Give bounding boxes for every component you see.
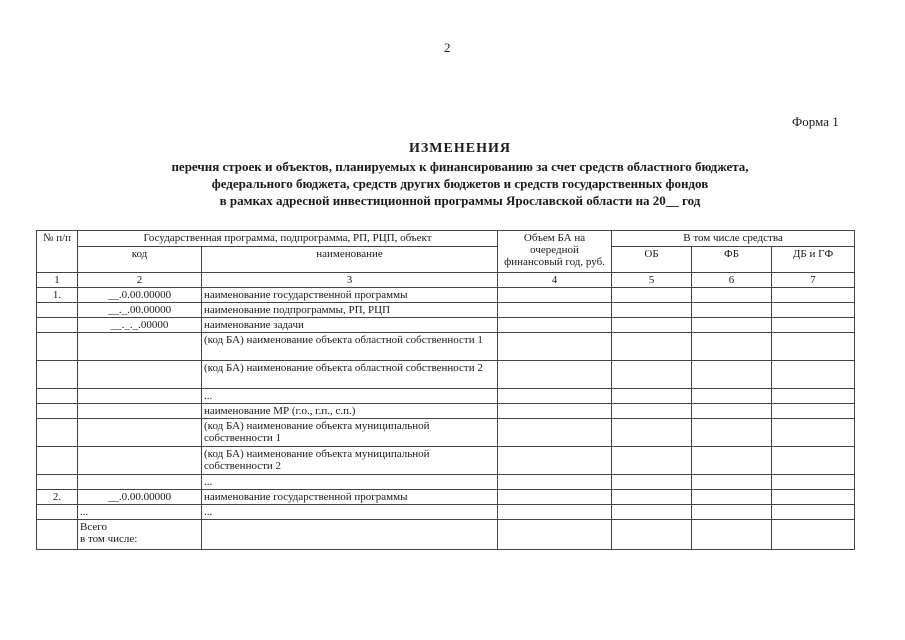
row-code: __.0.00.00000 bbox=[78, 490, 202, 505]
total-num bbox=[37, 520, 78, 550]
row-name: (код БА) наименование объекта муниципальной собственности 1 bbox=[202, 419, 498, 447]
row-ob bbox=[612, 303, 692, 318]
row-num bbox=[37, 361, 78, 389]
row-num bbox=[37, 389, 78, 404]
table-row bbox=[37, 419, 855, 447]
row-num bbox=[37, 475, 78, 490]
row-name: ... bbox=[202, 389, 498, 404]
total-row bbox=[37, 520, 855, 550]
row-name: ... bbox=[202, 505, 498, 520]
row-name: (код БА) наименование объекта областной собственности 2 bbox=[202, 361, 498, 389]
header-volume: Объем БА на очередной финансовый год, руб. bbox=[498, 231, 612, 273]
header-code: код bbox=[78, 247, 202, 273]
table-row bbox=[37, 333, 855, 361]
title-main: ИЗМЕНЕНИЯ bbox=[409, 141, 511, 156]
row-db bbox=[772, 419, 855, 447]
header-db: ДБ и ГФ bbox=[772, 247, 855, 273]
row-volume bbox=[498, 303, 612, 318]
row-volume bbox=[498, 288, 612, 303]
row-num bbox=[37, 318, 78, 333]
table-row bbox=[37, 389, 855, 404]
column-index: 5 bbox=[612, 273, 692, 288]
row-db bbox=[772, 318, 855, 333]
row-ob bbox=[612, 333, 692, 361]
page-number: 2 bbox=[444, 40, 451, 55]
row-num: 2. bbox=[37, 490, 78, 505]
table-row bbox=[37, 475, 855, 490]
table-row bbox=[37, 447, 855, 475]
title-line-2: федерального бюджета, средств других бюджетов и средств государственных фондов bbox=[211, 176, 709, 191]
row-ob bbox=[612, 447, 692, 475]
row-volume bbox=[498, 318, 612, 333]
table-row bbox=[37, 505, 855, 520]
row-db bbox=[772, 404, 855, 419]
row-db bbox=[772, 333, 855, 361]
header-num: № п/п bbox=[37, 231, 78, 273]
table-row bbox=[37, 361, 855, 389]
column-index: 3 bbox=[202, 273, 498, 288]
row-code bbox=[78, 475, 202, 490]
table-row bbox=[37, 303, 855, 318]
row-db bbox=[772, 303, 855, 318]
row-ob bbox=[612, 361, 692, 389]
form-label: Форма 1 bbox=[792, 114, 839, 129]
column-index: 4 bbox=[498, 273, 612, 288]
row-fb bbox=[692, 389, 772, 404]
total-name bbox=[202, 520, 498, 550]
row-code bbox=[78, 361, 202, 389]
row-ob bbox=[612, 389, 692, 404]
row-num bbox=[37, 447, 78, 475]
row-volume bbox=[498, 475, 612, 490]
row-volume bbox=[498, 389, 612, 404]
row-fb bbox=[692, 288, 772, 303]
row-num bbox=[37, 333, 78, 361]
row-volume bbox=[498, 333, 612, 361]
table-row bbox=[37, 288, 855, 303]
changes-table bbox=[36, 230, 855, 550]
row-fb bbox=[692, 419, 772, 447]
column-index: 2 bbox=[78, 273, 202, 288]
row-name: ... bbox=[202, 475, 498, 490]
row-ob bbox=[612, 419, 692, 447]
table-row bbox=[37, 404, 855, 419]
row-name: наименование государственной программы bbox=[202, 490, 498, 505]
column-index: 1 bbox=[37, 273, 78, 288]
row-code: __.0.00.00000 bbox=[78, 288, 202, 303]
row-ob bbox=[612, 288, 692, 303]
row-num bbox=[37, 419, 78, 447]
row-volume bbox=[498, 505, 612, 520]
row-name: наименование МР (г.о., г.п., с.п.) bbox=[202, 404, 498, 419]
row-db bbox=[772, 361, 855, 389]
row-num bbox=[37, 404, 78, 419]
row-fb bbox=[692, 318, 772, 333]
row-num bbox=[37, 505, 78, 520]
title-line-1: перечня строек и объектов, планируемых к финансированию за счет средств областного бюджета, bbox=[171, 159, 749, 174]
row-fb bbox=[692, 447, 772, 475]
row-code bbox=[78, 419, 202, 447]
table-row bbox=[37, 490, 855, 505]
row-db bbox=[772, 505, 855, 520]
row-db bbox=[772, 447, 855, 475]
row-name: (код БА) наименование объекта областной собственности 1 bbox=[202, 333, 498, 361]
header-ob: ОБ bbox=[612, 247, 692, 273]
row-code: __._._.00000 bbox=[78, 318, 202, 333]
header-fb: ФБ bbox=[692, 247, 772, 273]
row-name: наименование государственной программы bbox=[202, 288, 498, 303]
row-db bbox=[772, 490, 855, 505]
row-fb bbox=[692, 490, 772, 505]
row-fb bbox=[692, 333, 772, 361]
total-fb bbox=[692, 520, 772, 550]
column-index: 7 bbox=[772, 273, 855, 288]
row-ob bbox=[612, 318, 692, 333]
total-label-line2: в том числе: bbox=[80, 533, 138, 545]
row-code bbox=[78, 404, 202, 419]
row-db bbox=[772, 389, 855, 404]
table-row bbox=[37, 318, 855, 333]
row-code bbox=[78, 447, 202, 475]
header-including: В том числе средства bbox=[612, 231, 855, 247]
header-name: наименование bbox=[202, 247, 498, 273]
row-fb bbox=[692, 404, 772, 419]
total-ob bbox=[612, 520, 692, 550]
row-db bbox=[772, 475, 855, 490]
total-volume bbox=[498, 520, 612, 550]
row-fb bbox=[692, 505, 772, 520]
header-program: Государственная программа, подпрограмма, РП, РЦП, объект bbox=[78, 231, 498, 247]
row-fb bbox=[692, 475, 772, 490]
row-volume bbox=[498, 490, 612, 505]
row-fb bbox=[692, 361, 772, 389]
row-ob bbox=[612, 505, 692, 520]
document-title bbox=[100, 140, 820, 209]
row-db bbox=[772, 288, 855, 303]
row-volume bbox=[498, 361, 612, 389]
row-volume bbox=[498, 447, 612, 475]
row-name: наименование задачи bbox=[202, 318, 498, 333]
row-code bbox=[78, 333, 202, 361]
row-ob bbox=[612, 490, 692, 505]
column-index: 6 bbox=[692, 273, 772, 288]
row-ob bbox=[612, 475, 692, 490]
row-volume bbox=[498, 404, 612, 419]
row-code: __._.00.00000 bbox=[78, 303, 202, 318]
row-num: 1. bbox=[37, 288, 78, 303]
row-code bbox=[78, 389, 202, 404]
row-num bbox=[37, 303, 78, 318]
title-line-3: в рамках адресной инвестиционной программы Ярославской области на 20__ год bbox=[219, 193, 701, 208]
total-db bbox=[772, 520, 855, 550]
total-label-line1: Всего bbox=[80, 521, 107, 533]
total-label bbox=[78, 520, 202, 550]
row-fb bbox=[692, 303, 772, 318]
row-name: (код БА) наименование объекта муниципальной собственности 2 bbox=[202, 447, 498, 475]
row-volume bbox=[498, 419, 612, 447]
row-code: ... bbox=[78, 505, 202, 520]
row-ob bbox=[612, 404, 692, 419]
row-name: наименование подпрограммы, РП, РЦП bbox=[202, 303, 498, 318]
